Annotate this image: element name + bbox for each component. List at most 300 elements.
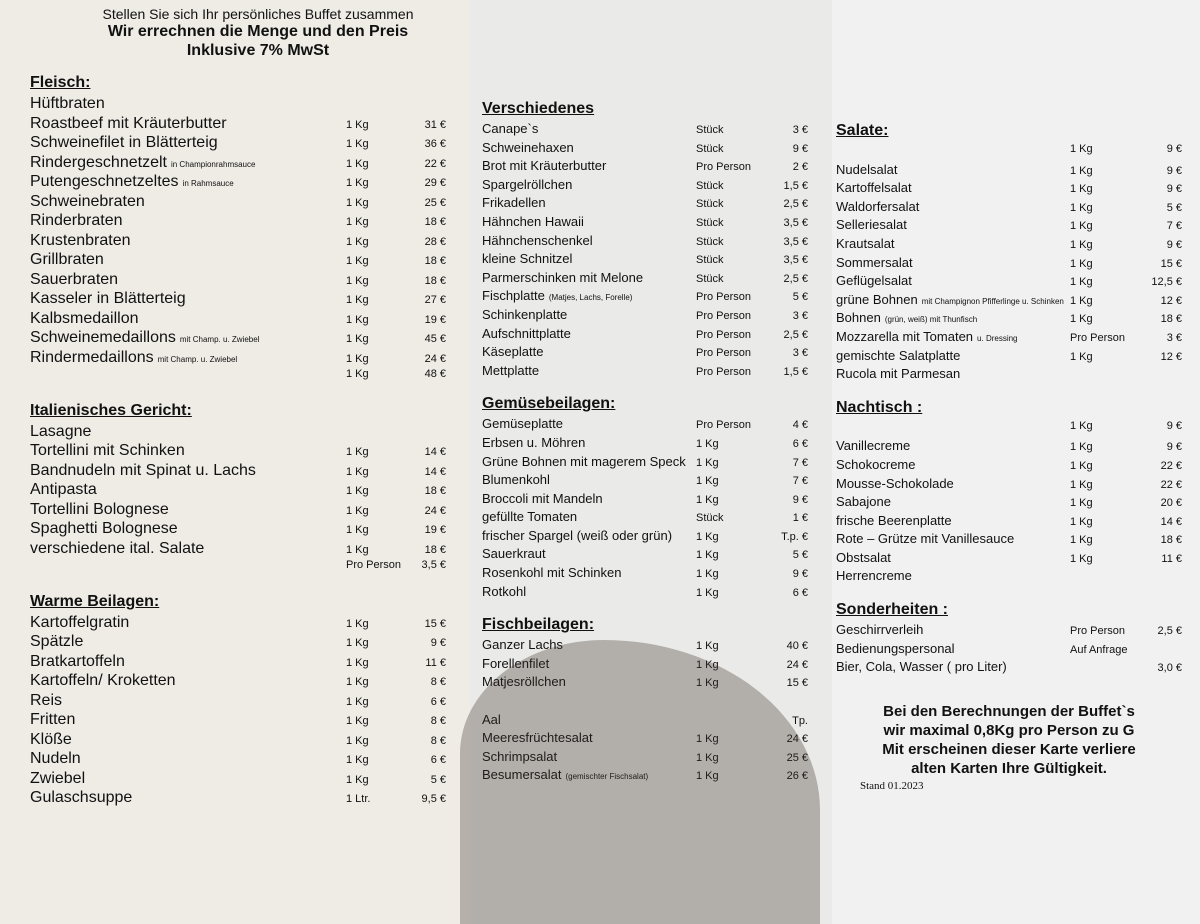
menu-panel-middle — [470, 0, 832, 924]
item-price: 5 € — [430, 773, 446, 786]
item-name: Bratkartoffeln — [30, 652, 125, 670]
item-unit: 1 Kg — [346, 313, 369, 326]
menu-item-row — [30, 614, 446, 634]
item-note: in Championrahmsauce — [170, 159, 256, 169]
item-unit: 1 Kg — [696, 568, 719, 581]
footer-line-2: wir maximal 0,8Kg pro Person zu G — [883, 721, 1135, 739]
menu-item-row — [30, 633, 446, 653]
middle-sections — [482, 100, 808, 786]
menu-item-row — [30, 95, 446, 115]
item-price: 9 € — [1166, 238, 1182, 251]
item-price: 18 € — [424, 216, 446, 228]
item-price: 2,5 € — [783, 198, 808, 211]
item-unit: Pro Person — [696, 161, 752, 174]
item-name: Kartoffeln/ Kroketten — [30, 672, 176, 689]
menu-item-row — [30, 115, 446, 135]
item-unit: 1 Kg — [696, 733, 719, 746]
item-unit: 1 Kg — [346, 773, 369, 786]
menu-item-row — [836, 348, 1182, 367]
item-price: 9 € — [792, 142, 808, 155]
item-name: Rindermedaillons — [30, 348, 154, 366]
menu-item-row — [30, 692, 446, 712]
item-name: Geschirrverleih — [836, 622, 924, 638]
menu-item-row — [482, 749, 808, 768]
item-unit: Pro Person — [696, 365, 752, 378]
item-price: 1,5 € — [783, 179, 808, 192]
item-price: 11 € — [425, 656, 446, 669]
menu-item-row — [482, 158, 808, 177]
menu-item-row — [482, 472, 808, 491]
item-price: 48 € — [424, 368, 446, 380]
item-name: Schokocreme — [836, 456, 916, 472]
item-unit: Pro Person — [1070, 625, 1126, 638]
item-unit: 1 Kg — [696, 586, 719, 599]
item-price: 24 € — [786, 658, 808, 671]
menu-item-row — [482, 674, 808, 693]
item-price: 2 € — [792, 161, 808, 174]
item-price: 12 € — [1160, 350, 1182, 363]
menu-item-row — [30, 423, 446, 443]
item-name: Fritten — [30, 711, 76, 728]
item-name: Bier, Cola, Wasser ( pro Liter) — [836, 659, 1007, 675]
section-heading: Warme Beilagen: — [30, 592, 160, 610]
item-name: Waldorfersalat — [836, 198, 920, 214]
menu-item-row — [836, 438, 1182, 457]
item-unit: 1 Kg — [346, 368, 369, 380]
item-price: 25 € — [424, 196, 446, 209]
menu-item-row — [30, 193, 446, 213]
item-unit: 1 Kg — [1070, 183, 1093, 196]
item-unit: Stück — [696, 142, 724, 155]
item-name: Spätzle — [30, 633, 84, 650]
item-name: Erbsen u. Möhren — [482, 434, 586, 450]
item-price: 29 € — [424, 177, 446, 189]
item-unit: 1 Kg — [696, 530, 719, 543]
item-price: 3 € — [792, 309, 808, 322]
item-unit: 1 Kg — [1070, 459, 1093, 472]
item-unit: 1 Kg — [1070, 143, 1093, 155]
item-price: 3,0 € — [1157, 662, 1182, 675]
menu-item-row — [30, 251, 446, 271]
item-name: Tortellini mit Schinken — [30, 442, 185, 459]
item-price: 19 € — [424, 313, 446, 326]
menu-item-row — [30, 462, 446, 482]
item-unit: 1 Kg — [346, 157, 369, 170]
menu-item-row — [30, 711, 446, 731]
item-price: 22 € — [424, 157, 446, 170]
intro-line-3: Inklusive 7% MwSt — [186, 42, 330, 59]
item-unit: 1 Kg — [1070, 238, 1093, 251]
menu-item-row — [30, 442, 446, 462]
item-name: Schinkenplatte — [482, 306, 568, 322]
menu-item-row — [482, 270, 808, 289]
item-price: 1,5 € — [783, 365, 808, 378]
item-unit: 1 Kg — [696, 640, 719, 653]
item-price: 9 € — [1166, 419, 1182, 432]
menu-item-row — [482, 584, 808, 603]
menu-item-row — [30, 232, 446, 252]
menu-item-row — [482, 233, 808, 252]
item-unit: 1 Kg — [346, 524, 369, 536]
item-unit: 1 Kg — [346, 118, 369, 131]
menu-item-row — [30, 540, 446, 560]
section-heading: Nachtisch : — [836, 398, 923, 416]
menu-item-row — [836, 180, 1182, 199]
item-name: Hähnchenschenkel — [482, 232, 593, 248]
item-name: Schweinebraten — [30, 192, 145, 210]
item-name: Aufschnittplatte — [482, 325, 571, 341]
item-price: 31 € — [424, 118, 446, 131]
item-price: 18 € — [424, 255, 446, 267]
item-unit: Stück — [696, 512, 724, 525]
menu-item-row — [836, 217, 1182, 236]
item-unit: Pro Person — [696, 419, 752, 432]
item-unit: Stück — [696, 124, 724, 136]
menu-item-row — [836, 162, 1182, 181]
item-name: Bedienungspersonal — [836, 640, 955, 656]
item-price: 14 € — [424, 446, 446, 458]
item-name: Fischplatte — [482, 288, 545, 304]
item-name: Obstsalat — [836, 549, 891, 565]
item-unit: 1 Kg — [346, 676, 369, 688]
item-name: Roastbeef mit Kräuterbutter — [30, 114, 227, 132]
item-price: T.p. € — [781, 530, 808, 543]
item-note: mit Champ. u. Zwiebel — [179, 335, 260, 344]
item-price: 3,5 € — [783, 235, 808, 248]
menu-item-row — [482, 730, 808, 749]
item-unit: 1 Kg — [1070, 515, 1093, 528]
menu-item-row — [30, 672, 446, 692]
menu-panel-left — [0, 0, 470, 924]
item-price: 24 € — [786, 733, 808, 746]
item-price: 11 € — [1161, 552, 1182, 565]
item-name: Mettplatte — [482, 362, 540, 378]
menu-item-row — [30, 271, 446, 291]
item-note: (gemischter Fischsalat) — [565, 772, 649, 782]
menu-item-row — [30, 481, 446, 501]
item-price: 6 € — [430, 695, 446, 708]
item-price: 22 € — [1160, 459, 1182, 472]
menu-item-row — [482, 177, 808, 196]
menu-item-row — [836, 568, 1182, 587]
item-price: 20 € — [1160, 497, 1182, 510]
item-name: Rucola mit Parmesan — [836, 366, 961, 382]
item-price: 24 € — [424, 504, 446, 517]
item-unit: 1 Kg — [346, 255, 369, 267]
item-price: 2,5 € — [1157, 625, 1182, 638]
item-price: 18 € — [1160, 534, 1182, 547]
item-price: 18 € — [1160, 313, 1182, 326]
item-name: Rote – Grütze mit Vanillesauce — [836, 531, 1015, 547]
menu-item-row — [30, 290, 446, 310]
item-price: 26 € — [786, 770, 808, 783]
item-unit: 1 Kg — [1070, 478, 1093, 491]
item-name: Sabajone — [836, 494, 891, 510]
menu-item-row — [482, 767, 808, 786]
item-unit: 1 Kg — [346, 504, 369, 517]
item-name: Käseplatte — [482, 344, 544, 360]
item-name: Kartoffelsalat — [836, 180, 912, 196]
item-name: Nudeln — [30, 750, 81, 767]
item-name: Mousse-Schokolade — [836, 475, 954, 491]
menu-item-row — [482, 121, 808, 140]
menu-item-row — [30, 520, 446, 540]
item-name: Meeresfrüchtesalat — [482, 730, 593, 746]
item-name: Vanillecreme — [836, 438, 911, 454]
item-price: 9 € — [1166, 441, 1182, 454]
item-name: Reis — [30, 691, 63, 709]
menu-item-row — [836, 531, 1182, 550]
footer-note — [836, 702, 1182, 778]
menu-item-row — [482, 509, 808, 528]
menu-item-row — [836, 366, 1182, 385]
item-unit: 1 Kg — [346, 138, 369, 150]
item-price: Tp. — [792, 714, 808, 727]
item-price: 27 € — [424, 294, 446, 306]
menu-item-row — [482, 693, 808, 712]
item-price: 3 € — [792, 124, 808, 136]
item-unit: 1 Kg — [346, 274, 369, 287]
item-name: Ganzer Lachs — [482, 637, 563, 653]
item-price: 9 € — [792, 493, 808, 506]
item-name: frischer Spargel (weiß oder grün) — [482, 527, 673, 543]
item-unit: Pro Person — [346, 559, 402, 571]
item-unit: 1 Kg — [1070, 441, 1093, 454]
item-unit: 1 Kg — [346, 294, 369, 306]
menu-item-row — [836, 513, 1182, 532]
item-price: 3,5 € — [421, 559, 446, 571]
right-sections — [836, 122, 1182, 678]
menu-item-row — [30, 310, 446, 330]
menu-item-row — [482, 214, 808, 233]
menu-item-row — [482, 546, 808, 565]
section-heading: Italienisches Gericht: — [30, 401, 192, 419]
menu-item-row — [30, 789, 446, 809]
menu-item-row — [836, 420, 1182, 439]
section-heading: Gemüsebeilagen: — [482, 395, 616, 413]
item-name: Krautsalat — [836, 235, 895, 251]
item-name: Forellenfilet — [482, 655, 550, 671]
item-unit: 1 Kg — [1070, 419, 1093, 432]
item-unit: 1 Kg — [1070, 313, 1093, 326]
item-unit: Stück — [696, 216, 724, 229]
item-unit: 1 Kg — [346, 216, 369, 228]
item-name: gefüllte Tomaten — [482, 509, 578, 525]
item-price: 9 € — [430, 637, 446, 649]
item-name: Zwiebel — [30, 769, 86, 787]
item-name: Sauerbraten — [30, 270, 119, 288]
menu-item-row — [482, 656, 808, 675]
menu-item-row — [30, 750, 446, 770]
item-name: Selleriesalat — [836, 217, 907, 233]
item-price: 6 € — [430, 754, 446, 766]
menu-item-row — [482, 140, 808, 159]
item-note: (Matjes, Lachs, Forelle) — [548, 293, 633, 303]
section-heading: Fischbeilagen: — [482, 616, 595, 634]
item-unit: Pro Person — [696, 328, 752, 341]
menu-item-row — [482, 637, 808, 656]
item-name: Canape`s — [482, 121, 539, 136]
item-unit: Pro Person — [696, 347, 752, 360]
menu-item-row — [836, 550, 1182, 569]
item-price: 28 € — [424, 235, 446, 248]
item-unit: Stück — [696, 179, 724, 192]
item-unit: 1 Kg — [346, 196, 369, 209]
item-unit: 1 Kg — [346, 656, 369, 669]
item-unit: 1 Kg — [696, 677, 719, 690]
item-unit: 1 Kg — [696, 770, 719, 783]
item-name: Rotkohl — [482, 583, 527, 599]
footer-line-3: Mit erscheinen dieser Karte verliere — [882, 740, 1136, 758]
item-name: Schweinefilet in Blätterteig — [30, 134, 218, 151]
item-name: Grillbraten — [30, 251, 104, 268]
item-price: 5 € — [792, 549, 808, 562]
item-name: Kasseler in Blätterteig — [30, 290, 186, 307]
item-unit: 1 Kg — [346, 543, 369, 556]
item-name: Rinderbraten — [30, 212, 123, 229]
item-unit: 1 Kg — [346, 754, 369, 766]
item-unit: 1 Kg — [346, 465, 369, 478]
item-unit: 1 Kg — [1070, 534, 1093, 547]
item-price: 7 € — [792, 475, 808, 488]
menu-item-row — [836, 659, 1182, 678]
item-unit: 1 Kg — [1070, 276, 1093, 289]
item-price: 3,5 € — [783, 254, 808, 267]
item-price: 9 € — [792, 568, 808, 581]
item-name: Schweinemedaillons — [30, 329, 176, 346]
item-name: Herrencreme — [836, 568, 912, 584]
intro-line-1: Stellen Sie sich Ihr persönliches Buffet zusammen — [102, 6, 414, 22]
item-price: 6 € — [792, 437, 808, 450]
menu-item-row — [30, 368, 446, 388]
item-name: Bohnen — [836, 310, 881, 326]
menu-panel-right — [832, 0, 1200, 924]
menu-item-row — [836, 494, 1182, 513]
menu-item-row — [30, 559, 446, 579]
menu-item-row — [482, 712, 808, 731]
item-name: Frikadellen — [482, 195, 546, 211]
item-unit: 1 Kg — [696, 751, 719, 764]
item-unit: 1 Kg — [346, 235, 369, 248]
menu-item-row — [30, 501, 446, 521]
item-unit: Pro Person — [696, 309, 752, 322]
item-name: Antipasta — [30, 481, 97, 498]
menu-item-row — [482, 565, 808, 584]
item-price: 15 € — [786, 677, 808, 690]
menu-item-row — [482, 344, 808, 363]
item-price: 22 € — [1160, 478, 1182, 491]
menu-item-row — [836, 199, 1182, 218]
item-price: 36 € — [424, 138, 446, 150]
section-heading: Fleisch: — [30, 74, 91, 91]
item-unit: 1 Kg — [346, 637, 369, 649]
item-name: Geflügelsalat — [836, 273, 912, 289]
item-name: verschiedene ital. Salate — [30, 539, 205, 557]
item-unit: 1 Kg — [346, 485, 369, 497]
item-price: 8 € — [430, 715, 446, 727]
item-price: 24 € — [424, 352, 446, 365]
item-price: 8 € — [430, 676, 446, 688]
menu-item-row — [836, 476, 1182, 495]
menu-item-row — [482, 307, 808, 326]
item-name: Bandnudeln mit Spinat u. Lachs — [30, 461, 256, 479]
menu-item-row — [482, 195, 808, 214]
item-unit: Stück — [696, 235, 724, 248]
menu-item-row — [482, 454, 808, 473]
item-price: 45 € — [424, 333, 446, 345]
item-name: Blumenkohl — [482, 472, 550, 488]
item-note: u. Dressing — [977, 333, 1018, 343]
item-price: 7 € — [1166, 220, 1182, 233]
item-name: Hähnchen Hawaii — [482, 213, 584, 229]
item-note: mit Champignon Pfifferlinge u. Schinken — [921, 296, 1064, 306]
item-price: 19 € — [424, 524, 446, 536]
item-price: 2,5 € — [783, 328, 808, 341]
item-price: 3 € — [1166, 331, 1182, 344]
item-price: 12,5 € — [1151, 276, 1182, 289]
menu-item-row — [836, 255, 1182, 274]
item-price: 15 € — [1160, 257, 1182, 270]
section-heading: Sonderheiten : — [836, 601, 949, 619]
item-price: 9 € — [1166, 164, 1182, 177]
menu-item-row — [30, 731, 446, 751]
item-unit: 1 Kg — [1070, 552, 1093, 565]
item-unit: 1 Kg — [1070, 220, 1093, 233]
item-name: Kartoffelgratin — [30, 613, 130, 631]
item-unit: Pro Person — [696, 291, 752, 304]
item-unit: 1 Kg — [696, 437, 719, 450]
section-heading: Verschiedenes — [482, 100, 595, 117]
menu-item-row — [30, 154, 446, 174]
item-name: Putengeschnetzeltes — [30, 173, 179, 190]
menu-item-row — [30, 212, 446, 232]
menu-item-row — [482, 251, 808, 270]
item-name: Matjesröllchen — [482, 674, 566, 690]
item-name: Sauerkraut — [482, 546, 546, 562]
item-price: 1 € — [792, 512, 808, 525]
menu-item-row — [30, 134, 446, 154]
item-name: Klöße — [30, 730, 72, 748]
item-name: Broccoli mit Mandeln — [482, 490, 603, 506]
item-unit: 1 Kg — [1070, 294, 1093, 307]
item-unit: Auf Anfrage — [1070, 643, 1128, 656]
item-name: Kalbsmedaillon — [30, 309, 139, 327]
item-name: Aal — [482, 711, 501, 727]
item-price: 6 € — [792, 586, 808, 599]
item-price: 3 € — [792, 347, 808, 360]
item-price: 9,5 € — [421, 793, 446, 805]
item-name: grüne Bohnen — [836, 291, 918, 307]
item-name: Spaghetti Bolognese — [30, 520, 178, 537]
item-unit: 1 Kg — [346, 446, 369, 458]
item-name: Schrimpsalat — [482, 748, 558, 764]
item-name: Mozzarella mit Tomaten — [836, 328, 974, 344]
menu-item-row — [30, 329, 446, 349]
item-name: Krustenbraten — [30, 231, 131, 249]
menu-item-row — [836, 273, 1182, 292]
menu-item-row — [482, 528, 808, 547]
item-price: 12 € — [1160, 294, 1182, 307]
item-unit: 1 Kg — [346, 352, 369, 365]
item-price: 9 € — [1166, 143, 1182, 155]
item-name: Gemüseplatte — [482, 416, 563, 432]
item-unit: 1 Kg — [346, 695, 369, 708]
item-price: 18 € — [424, 543, 446, 556]
item-unit: 1 Kg — [1070, 497, 1093, 510]
item-price: 3,5 € — [783, 216, 808, 229]
item-name: gemischte Salatplatte — [836, 347, 961, 363]
menu-item-row — [836, 457, 1182, 476]
